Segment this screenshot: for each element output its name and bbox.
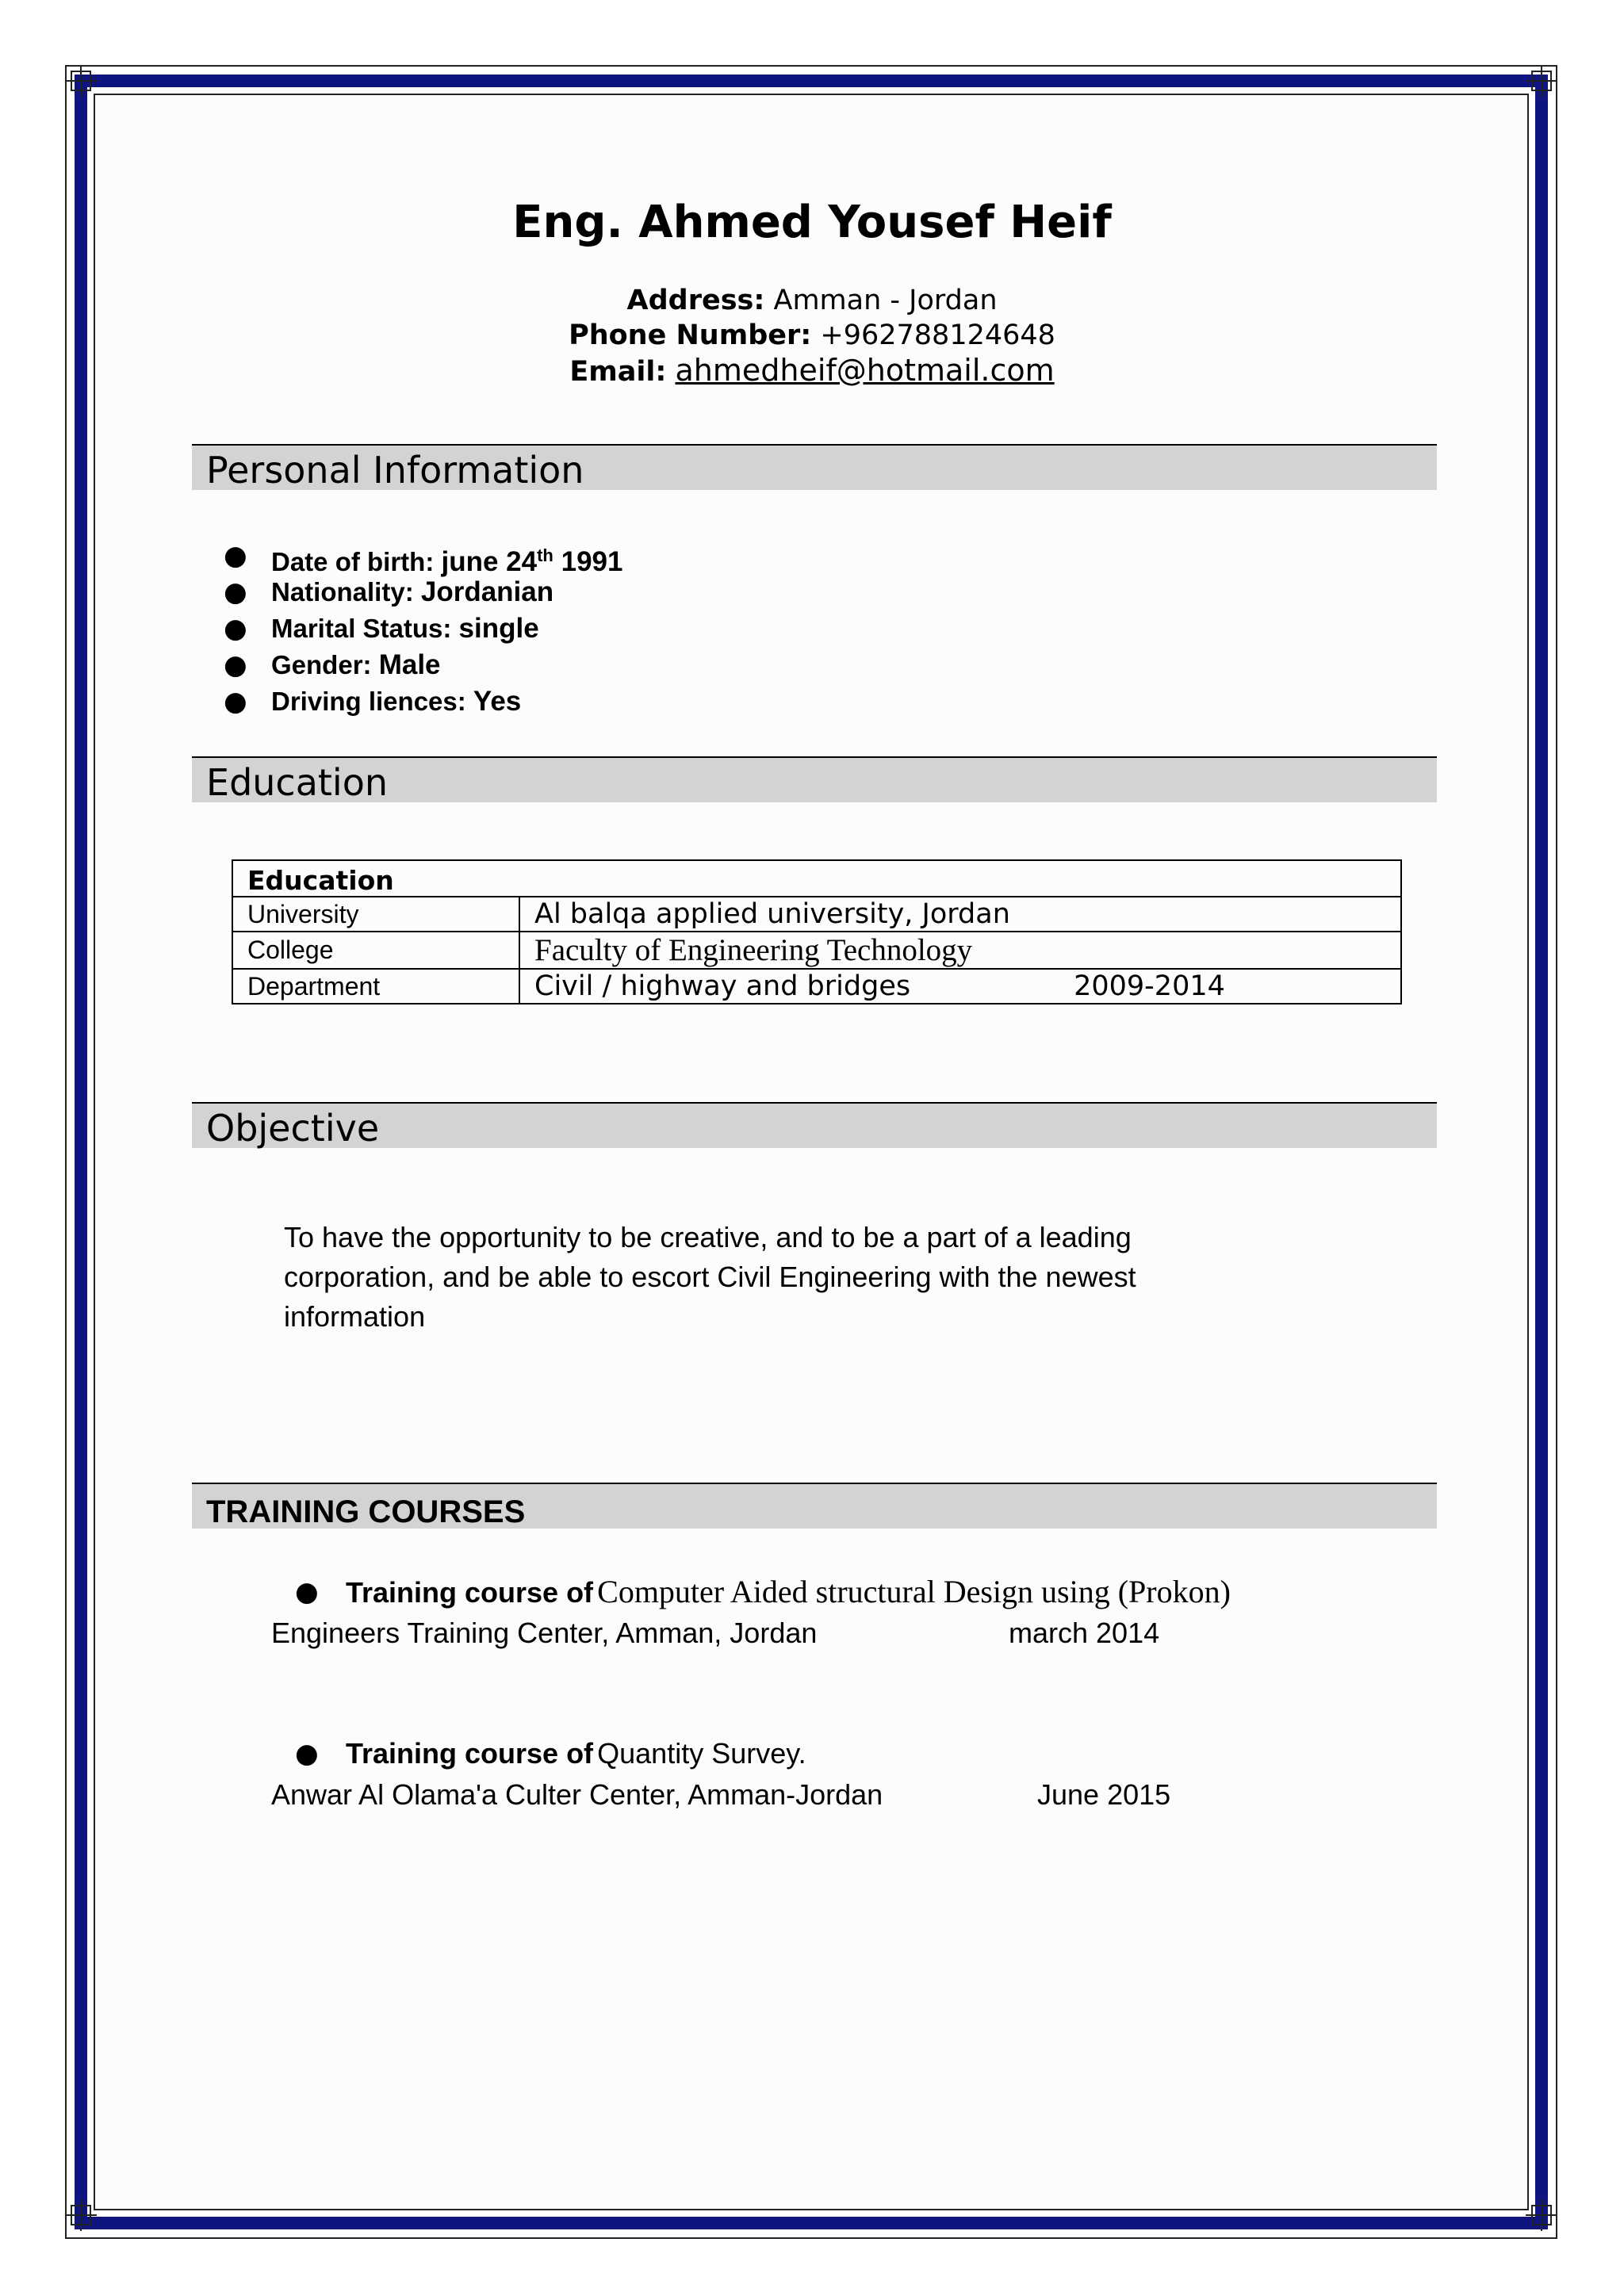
training-course bbox=[271, 1733, 1381, 1816]
address-value: Amman - Jordan bbox=[773, 285, 998, 316]
course-place: Anwar Al Olama'a Culter Center, Amman-Jordan bbox=[271, 1778, 883, 1811]
candidate-name: Eng. Ahmed Yousef Heif bbox=[512, 197, 1112, 248]
section-title: Personal Information bbox=[206, 449, 584, 492]
address-label: Address: bbox=[626, 285, 765, 316]
table-value: Faculty of Engineering Technology bbox=[519, 932, 1401, 969]
section-title: TRAINING COURSES bbox=[206, 1494, 526, 1529]
table-header: Education bbox=[232, 860, 1401, 897]
phone-label: Phone Number: bbox=[569, 320, 812, 351]
email-label: Email: bbox=[569, 356, 667, 388]
table-row bbox=[232, 969, 1401, 1004]
field-value: june 24 bbox=[441, 546, 538, 577]
course-lead: Training course of bbox=[346, 1576, 594, 1609]
table-key: Department bbox=[232, 969, 519, 1004]
course-place: Engineers Training Center, Amman, Jordan bbox=[271, 1617, 818, 1649]
table-key: University bbox=[232, 897, 519, 932]
course-title: Computer Aided structural Design using (Prokon) bbox=[597, 1574, 1231, 1609]
bullet-icon: ● bbox=[224, 576, 247, 608]
table-row bbox=[232, 860, 1401, 897]
section-header-objective bbox=[192, 1102, 1437, 1148]
course-date: June 2015 bbox=[1037, 1778, 1171, 1811]
course-lead: Training course of bbox=[346, 1737, 594, 1770]
table-value-cell bbox=[519, 969, 1401, 1004]
field-value: single bbox=[458, 613, 539, 644]
field-label: Marital Status: bbox=[271, 614, 452, 643]
table-value: Civil / highway and bridges bbox=[534, 970, 911, 1002]
bullet-icon: ● bbox=[224, 649, 247, 681]
bullet-icon: ● bbox=[295, 1738, 319, 1770]
bullet-icon: ● bbox=[224, 613, 247, 645]
bullet-icon: ● bbox=[224, 540, 247, 572]
email-link[interactable]: ahmedheif@hotmail.com bbox=[675, 353, 1055, 388]
study-years: 2009-2014 bbox=[1074, 970, 1225, 1002]
corner-ornament bbox=[65, 2199, 97, 2231]
corner-ornament bbox=[1526, 2199, 1557, 2231]
page-border-inner bbox=[94, 94, 1529, 2210]
ordinal-suffix: th bbox=[537, 545, 553, 565]
phone-value: +962788124648 bbox=[820, 320, 1055, 351]
field-value: Jordanian bbox=[420, 576, 554, 607]
corner-ornament bbox=[65, 65, 97, 97]
field-value: Yes bbox=[473, 686, 522, 717]
bullet-icon: ● bbox=[224, 686, 247, 718]
email-line bbox=[0, 353, 1624, 389]
field-label: Gender: bbox=[271, 650, 372, 679]
course-title: Quantity Survey. bbox=[597, 1737, 806, 1770]
section-header-training bbox=[192, 1483, 1437, 1529]
section-title: Objective bbox=[206, 1107, 380, 1150]
table-key: College bbox=[232, 932, 519, 969]
table-row bbox=[232, 932, 1401, 969]
education-table bbox=[232, 859, 1402, 1004]
field-value-year: 1991 bbox=[553, 546, 623, 577]
field-label: Driving liences: bbox=[271, 687, 466, 716]
table-value: Al balqa applied university, Jordan bbox=[519, 897, 1401, 932]
corner-ornament bbox=[1526, 65, 1557, 97]
field-label: Nationality: bbox=[271, 577, 414, 607]
course-date: march 2014 bbox=[1009, 1617, 1160, 1649]
section-header-personal bbox=[192, 444, 1437, 490]
field-label: Date of birth: bbox=[271, 547, 435, 576]
address-line bbox=[0, 283, 1624, 318]
section-header-education bbox=[192, 756, 1437, 802]
training-course bbox=[271, 1571, 1381, 1654]
bullet-icon: ● bbox=[295, 1576, 319, 1608]
phone-line bbox=[0, 318, 1624, 353]
table-row bbox=[232, 897, 1401, 932]
section-title: Education bbox=[206, 761, 389, 804]
objective-text: To have the opportunity to be creative, and to be a part of a leading corporation, and be able to escort Civil Engineering with the newest information bbox=[284, 1221, 1136, 1333]
field-value: Male bbox=[378, 649, 441, 680]
